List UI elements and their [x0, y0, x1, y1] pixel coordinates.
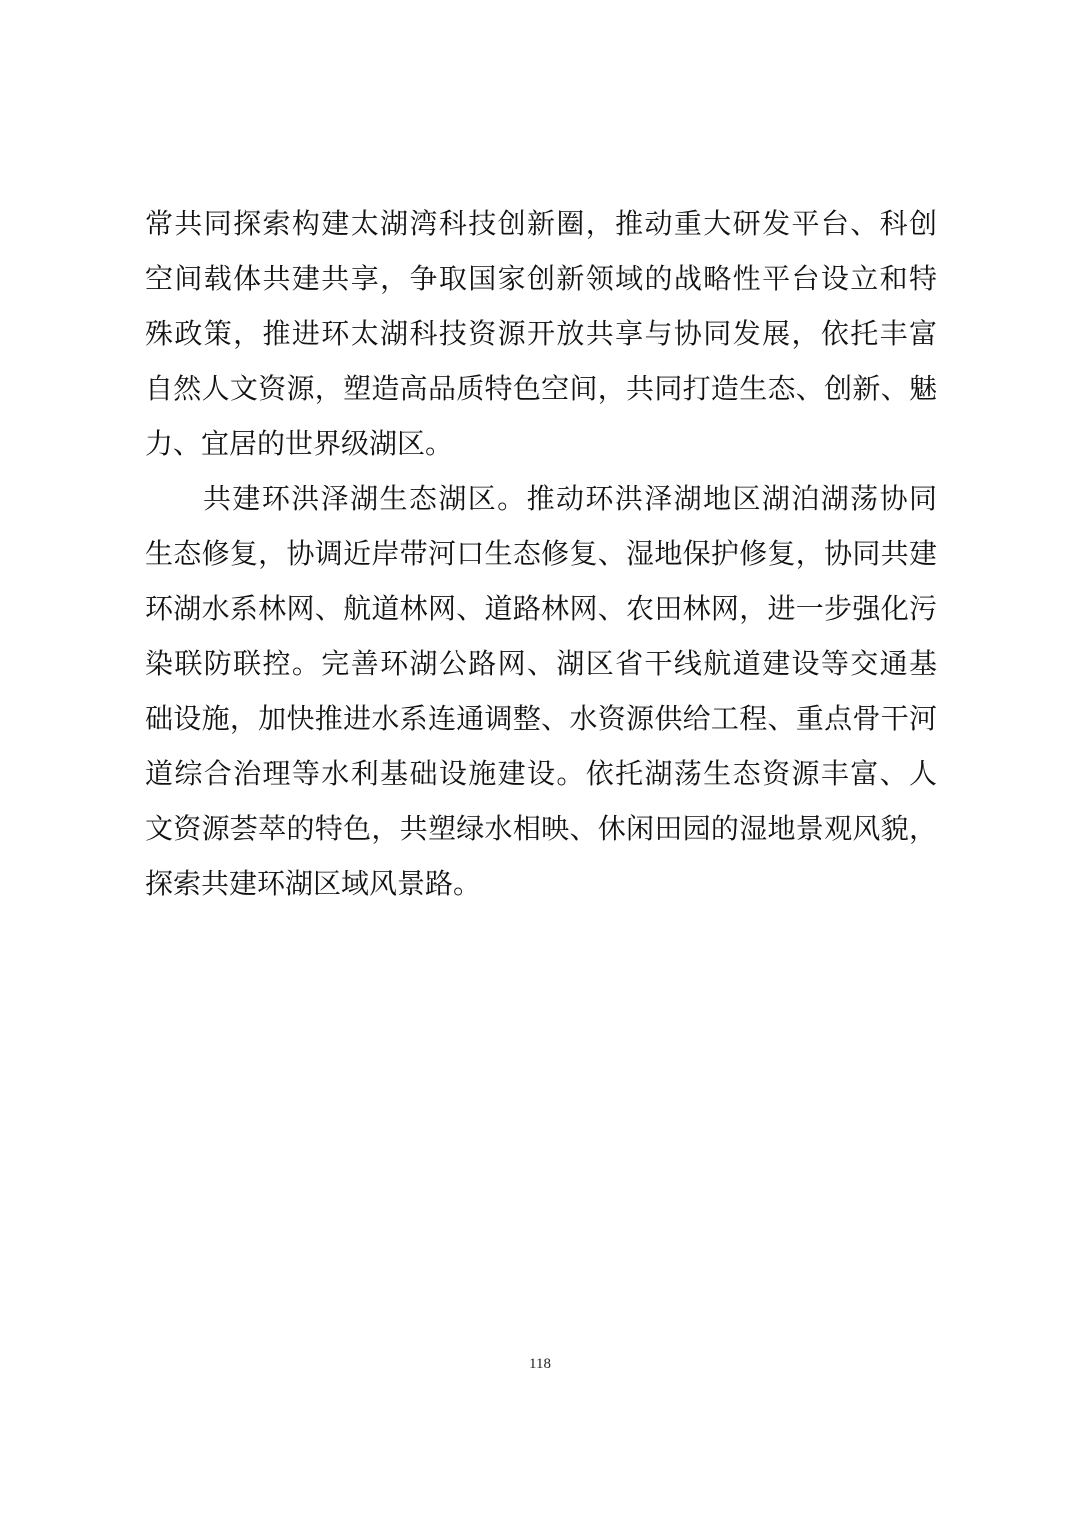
paragraph-1-line-5: 力、宜居的世界级湖区。 — [145, 427, 454, 460]
paragraph-1-line-4: 自然人文资源，塑造高品质特色空间，共同打造生态、创新、魅 — [145, 372, 937, 405]
paragraph-1-line-3: 殊政策，推进环太湖科技资源开放共享与协同发展，依托丰富 — [145, 317, 937, 350]
paragraph-2-line-3: 环湖水系林网、航道林网、道路林网、农田林网，进一步强化污 — [145, 592, 937, 625]
paragraph-2-line-5: 础设施，加快推进水系连通调整、水资源供给工程、重点骨干河 — [145, 702, 937, 735]
paragraph-2-line-2: 生态修复，协调近岸带河口生态修复、湿地保护修复，协同共建 — [145, 537, 937, 570]
paragraph-2-line-8: 探索共建环湖区域风景路。 — [145, 867, 482, 900]
body-text — [145, 196, 937, 911]
paragraph-2-line-6: 道综合治理等水利基础设施建设。依托湖荡生态资源丰富、人 — [145, 757, 937, 790]
paragraph-1-line-2: 空间载体共建共享，争取国家创新领域的战略性平台设立和特 — [145, 262, 937, 295]
paragraph-2-line-7: 文资源荟萃的特色，共塑绿水相映、休闲田园的湿地景观风貌， — [145, 812, 937, 845]
paragraph-1-line-1: 常共同探索构建太湖湾科技创新圈，推动重大研发平台、科创 — [145, 207, 937, 240]
page-number: 118 — [529, 1356, 551, 1372]
paragraph-2-line-4: 染联防联控。完善环湖公路网、湖区省干线航道建设等交通基 — [145, 647, 937, 680]
paragraph-2-line-1: 共建环洪泽湖生态湖区。推动环洪泽湖地区湖泊湖荡协同 — [203, 482, 937, 515]
